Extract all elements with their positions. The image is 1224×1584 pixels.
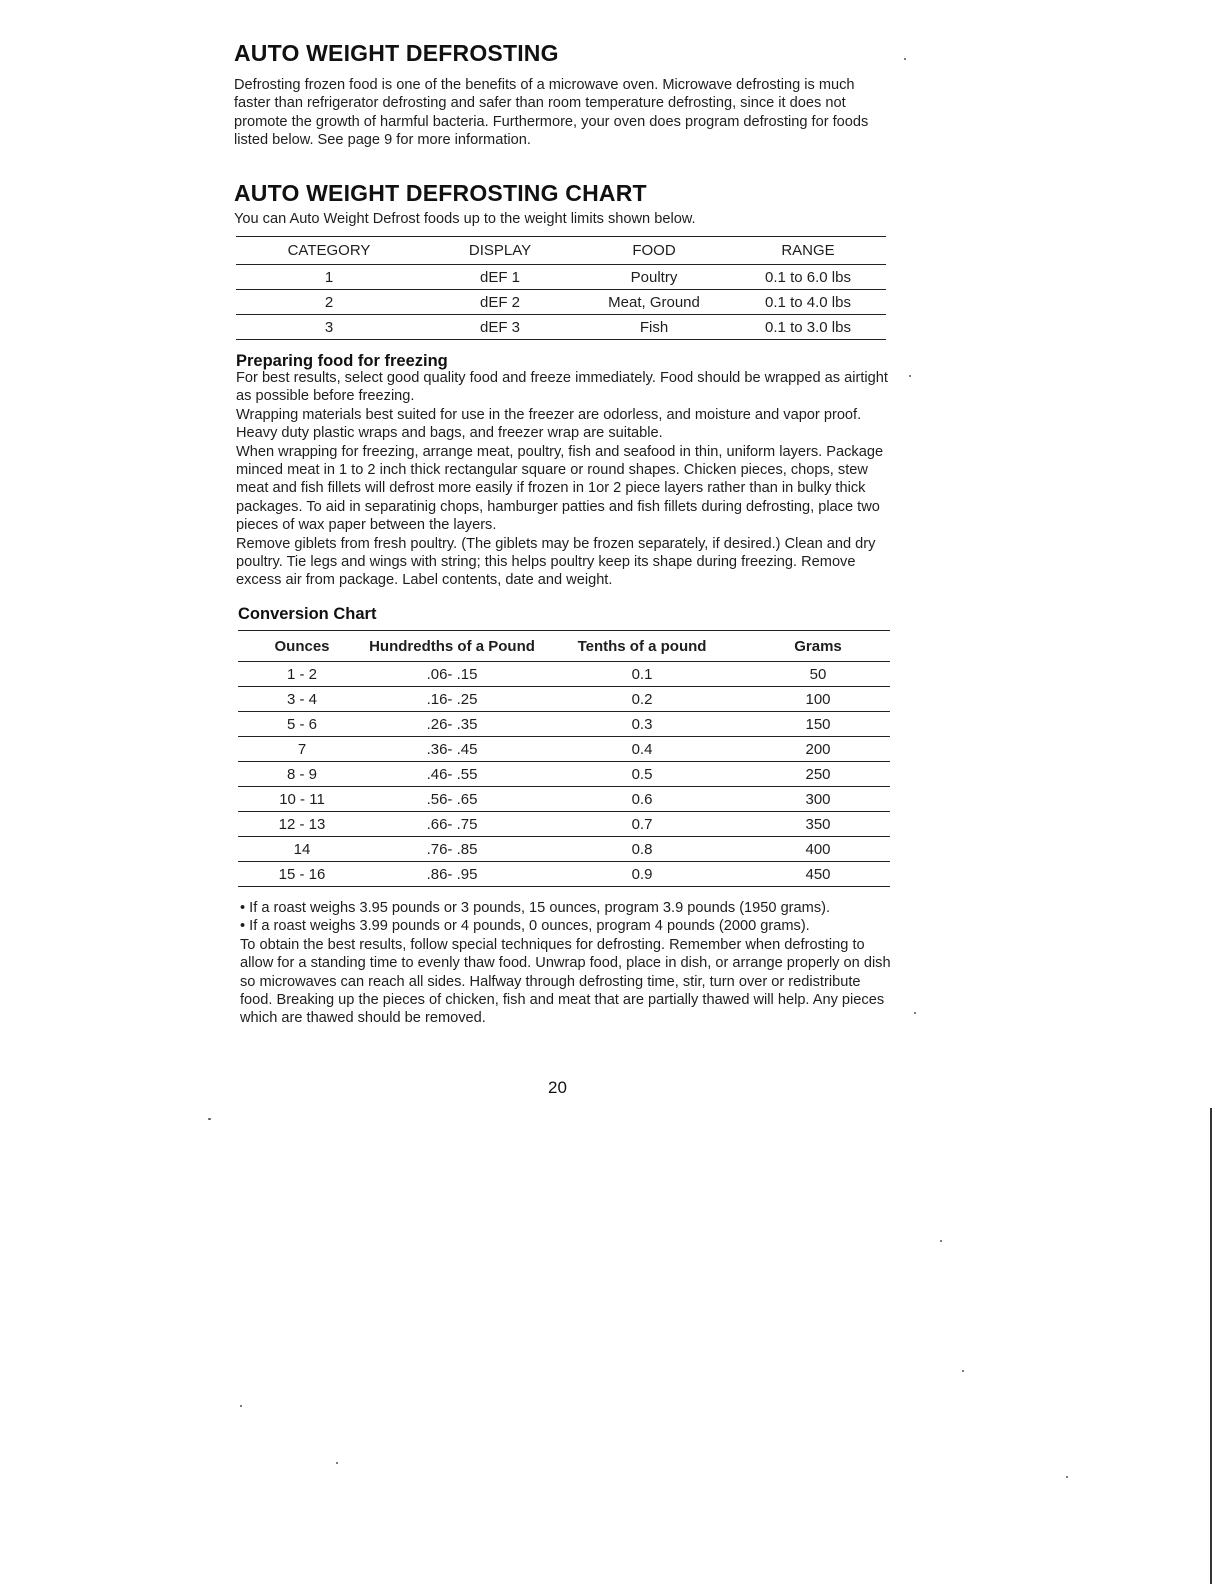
hundredths-cell: .36- .45 (366, 737, 538, 762)
hundredths-cell: .66- .75 (366, 812, 538, 837)
column-header-hundredths: Hundredths of a Pound (366, 631, 538, 662)
table-header-row (236, 237, 886, 265)
ounces-cell: 7 (238, 737, 366, 762)
table-row (236, 290, 886, 315)
roast-note-1: • If a roast weighs 3.95 pounds or 3 pounds, 15 ounces, program 3.9 pounds (1950 grams). (240, 900, 831, 916)
tenths-cell: 0.6 (538, 787, 746, 812)
table-row (236, 265, 886, 290)
tenths-cell: 0.5 (538, 762, 746, 787)
section-title-defrosting-chart: AUTO WEIGHT DEFROSTING CHART (234, 180, 647, 206)
grams-cell: 400 (746, 837, 890, 862)
scan-speck (962, 1370, 964, 1372)
conversion-chart-heading: Conversion Chart (238, 605, 377, 623)
ounces-cell: 8 - 9 (238, 762, 366, 787)
freezing-heading: Preparing food for freezing (236, 352, 448, 370)
grams-cell: 350 (746, 812, 890, 837)
hundredths-cell: .26- .35 (366, 712, 538, 737)
column-header-display: DISPLAY (422, 237, 578, 265)
table-row (238, 862, 890, 887)
defrosting-chart-intro: You can Auto Weight Defrost foods up to the weight limits shown below. (234, 211, 696, 227)
grams-cell: 200 (746, 737, 890, 762)
tenths-cell: 0.1 (538, 662, 746, 687)
conversion-table (238, 630, 890, 887)
food-cell: Poultry (578, 265, 730, 290)
food-cell: Meat, Ground (578, 290, 730, 315)
tenths-cell: 0.9 (538, 862, 746, 887)
scan-speck (904, 58, 906, 60)
auto-weight-defrost-table (236, 236, 886, 340)
defrosting-intro-paragraph: Defrosting frozen food is one of the benefits of a microwave oven. Microwave defrosting is much faster than refrigerator defrosting and safer than room temperature defrosting, since it does not promote the growth of harmful bacteria. Furthermore, your oven does program defrosting for foods listed below. See page 9 for more information. (234, 77, 869, 149)
page-number: 20 (548, 1078, 567, 1097)
table-row (238, 812, 890, 837)
grams-cell: 250 (746, 762, 890, 787)
ounces-cell: 10 - 11 (238, 787, 366, 812)
grams-cell: 450 (746, 862, 890, 887)
scan-speck (909, 375, 911, 377)
column-header-tenths: Tenths of a pound (538, 631, 746, 662)
tenths-cell: 0.8 (538, 837, 746, 862)
hundredths-cell: .86- .95 (366, 862, 538, 887)
column-header-category: CATEGORY (236, 237, 422, 265)
freezing-section (236, 369, 890, 590)
food-cell: Fish (578, 315, 730, 340)
roast-note-2: • If a roast weighs 3.99 pounds or 4 pounds, 0 ounces, program 4 pounds (2000 grams). (240, 918, 810, 935)
freezing-paragraph-1: For best results, select good quality food and freeze immediately. Food should be wrapped as airtight as possible before freezing. (236, 370, 888, 405)
column-header-grams: Grams (746, 631, 890, 662)
hundredths-cell: .06- .15 (366, 662, 538, 687)
defrosting-notes (240, 899, 896, 1028)
scan-speck (1066, 1476, 1068, 1478)
freezing-paragraph-3: When wrapping for freezing, arrange meat, poultry, fish and seafood in thin, uniform layers. Package minced meat in 1 to 2 inch thick rectangular square or round shapes. Chicken pieces, chops, stew meat and fish fillets will defrost more easily if frozen in 1or 2 piece layers rather than in bulky thick packages. To aid in separatinig chops, hamburger patties and fish fillets during defrosting, place two pieces of wax paper between the layers. (236, 443, 884, 534)
table-row (238, 837, 890, 862)
section-title-auto-weight-defrosting: AUTO WEIGHT DEFROSTING (234, 40, 559, 66)
table-row (238, 687, 890, 712)
table-row (238, 787, 890, 812)
display-cell: dEF 2 (422, 290, 578, 315)
hundredths-cell: .56- .65 (366, 787, 538, 812)
column-header-ounces: Ounces (238, 631, 366, 662)
ounces-cell: 14 (238, 837, 366, 862)
scan-speck (208, 1118, 211, 1120)
scan-edge-line (1210, 1108, 1212, 1584)
tenths-cell: 0.4 (538, 737, 746, 762)
table-row (236, 315, 886, 340)
hundredths-cell: .76- .85 (366, 837, 538, 862)
ounces-cell: 12 - 13 (238, 812, 366, 837)
tenths-cell: 0.3 (538, 712, 746, 737)
table-row (238, 662, 890, 687)
category-cell: 2 (236, 290, 422, 315)
defrosting-tips-paragraph: To obtain the best results, follow special techniques for defrosting. Remember when defrosting to allow for a standing time to evenly thaw food. Unwrap food, place in dish, or arrange properly on dish so microwaves can reach all sides. Halfway through defrosting time, stir, turn over or redistribute food. Breaking up the pieces of chicken, fish and meat that are partially thawed will help. Any pieces which are thawed should be removed. (240, 936, 891, 1027)
grams-cell: 300 (746, 787, 890, 812)
tenths-cell: 0.7 (538, 812, 746, 837)
range-cell: 0.1 to 6.0 lbs (730, 265, 886, 290)
ounces-cell: 1 - 2 (238, 662, 366, 687)
scan-speck (336, 1462, 338, 1464)
scan-speck (240, 1405, 242, 1407)
table-row (238, 762, 890, 787)
column-header-food: FOOD (578, 237, 730, 265)
table-row (238, 737, 890, 762)
display-cell: dEF 3 (422, 315, 578, 340)
scan-speck (914, 1012, 916, 1014)
scan-speck (940, 1240, 942, 1242)
ounces-cell: 3 - 4 (238, 687, 366, 712)
hundredths-cell: .16- .25 (366, 687, 538, 712)
range-cell: 0.1 to 3.0 lbs (730, 315, 886, 340)
table-header-row (238, 631, 890, 662)
ounces-cell: 15 - 16 (238, 862, 366, 887)
table-row (238, 712, 890, 737)
range-cell: 0.1 to 4.0 lbs (730, 290, 886, 315)
ounces-cell: 5 - 6 (238, 712, 366, 737)
column-header-range: RANGE (730, 237, 886, 265)
display-cell: dEF 1 (422, 265, 578, 290)
freezing-paragraph-4: Remove giblets from fresh poultry. (The giblets may be frozen separately, if desired.) Clean and dry poultry. Tie legs and wings with string; this helps poultry keep its shape during freezing. Remove excess air from package. Label contents, date and weight. (236, 535, 876, 589)
freezing-paragraph-2: Wrapping materials best suited for use in the freezer are odorless, and moisture and vapor proof. Heavy duty plastic wraps and bags, and freezer wrap are suitable. (236, 406, 862, 442)
tenths-cell: 0.2 (538, 687, 746, 712)
category-cell: 3 (236, 315, 422, 340)
grams-cell: 150 (746, 712, 890, 737)
category-cell: 1 (236, 265, 422, 290)
grams-cell: 100 (746, 687, 890, 712)
grams-cell: 50 (746, 662, 890, 687)
hundredths-cell: .46- .55 (366, 762, 538, 787)
